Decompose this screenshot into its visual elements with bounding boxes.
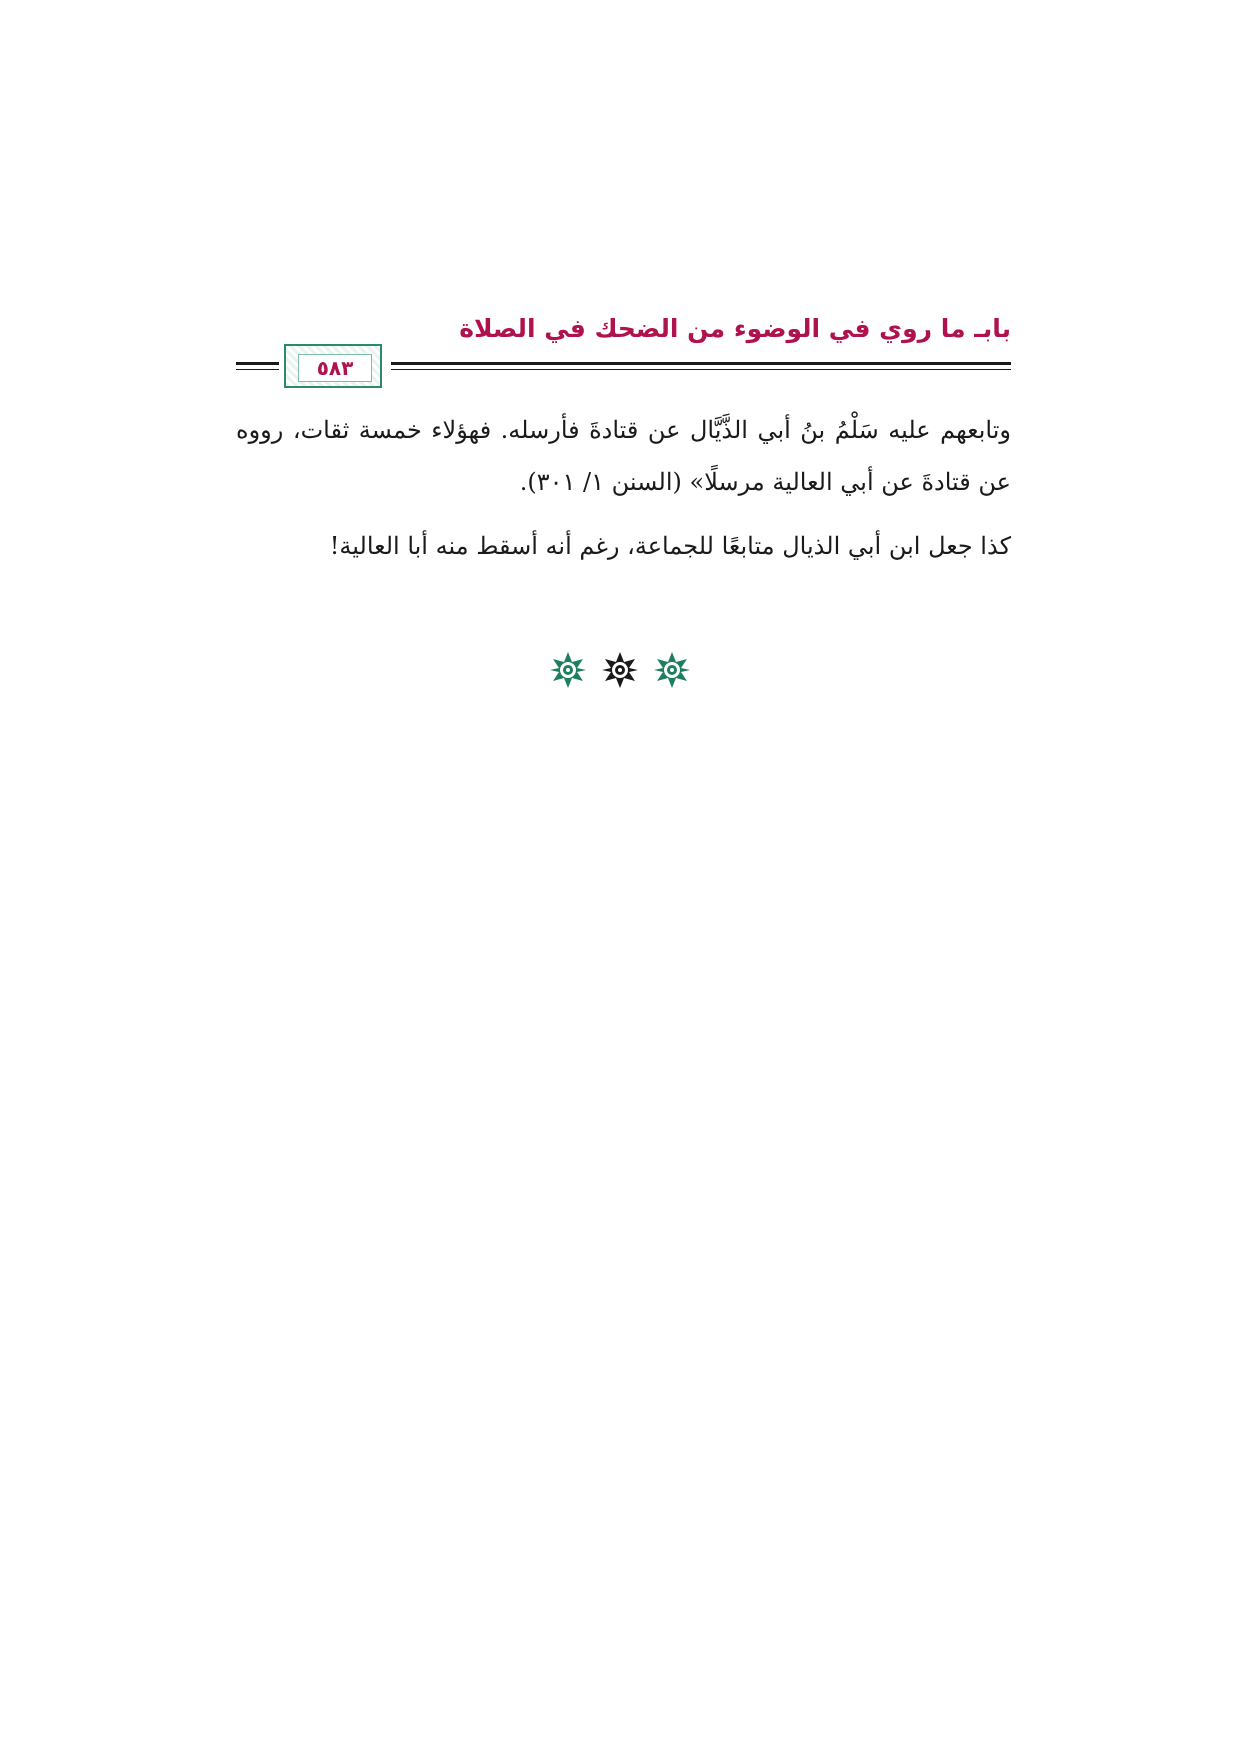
paragraph-1: وتابعهم عليه سَلْمُ بنُ أبي الذَّيَّال عن قتادةَ فأرسله. فهؤلاء خمسة ثقات، رووه عن قتادةَ عن أبي العالية مرسلًا» (السنن ١/ ٣٠١). bbox=[236, 416, 1011, 496]
ornamental-frame bbox=[284, 344, 382, 388]
page-number-box bbox=[298, 354, 372, 382]
green-star-ornament-icon bbox=[549, 651, 587, 689]
page-number-badge bbox=[279, 342, 391, 394]
black-star-ornament-icon bbox=[601, 651, 639, 689]
section-end-ornaments bbox=[0, 651, 1240, 689]
main-text bbox=[236, 404, 1011, 572]
green-star-ornament-icon bbox=[653, 651, 691, 689]
page-number: ٥٨٣ bbox=[316, 356, 354, 380]
paragraph-2: كذا جعل ابن أبي الذيال متابعًا للجماعة، رغم أنه أسقط منه أبا العالية! bbox=[329, 532, 1011, 560]
chapter-title: بابـ ما روي في الوضوء من الضحك في الصلاة bbox=[459, 314, 1011, 343]
page-header bbox=[236, 312, 1011, 380]
